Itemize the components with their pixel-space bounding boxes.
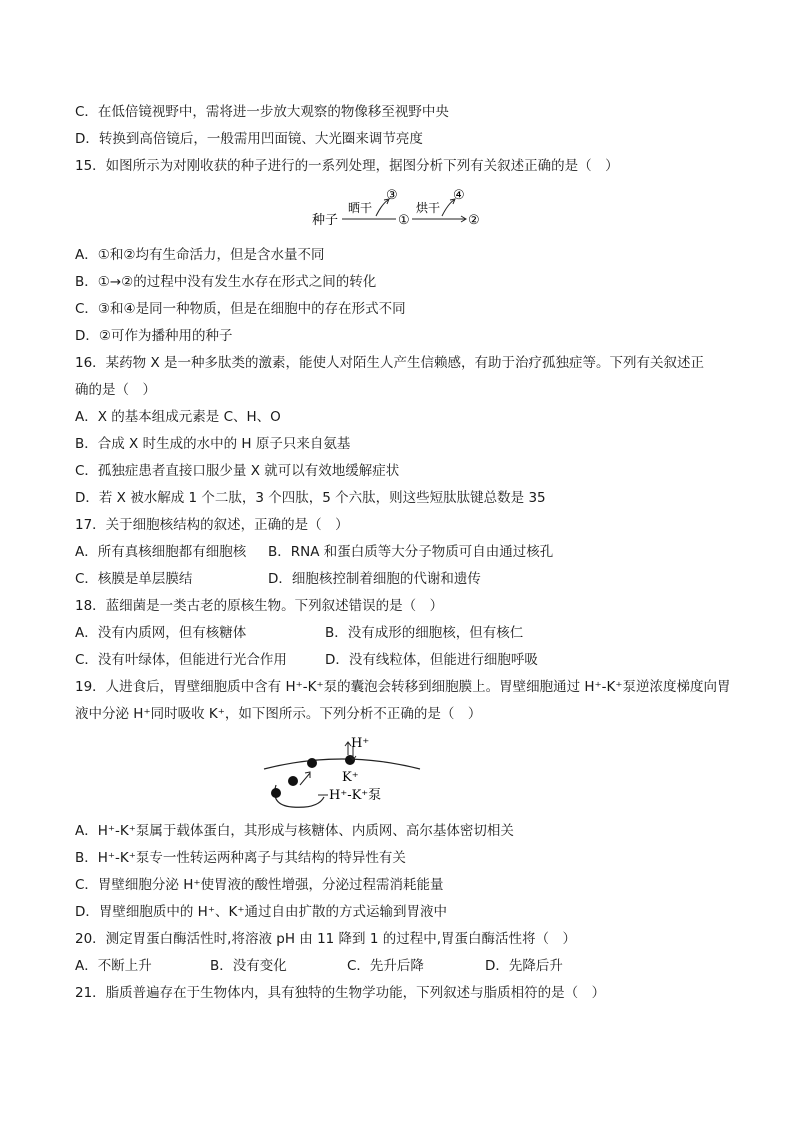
q15-option-a: A．①和②均有生命活力，但是含水量不同 (75, 247, 325, 263)
proton-pump-diagram (262, 733, 422, 815)
q18-option-a: A．没有内质网，但有核糖体 (75, 625, 247, 641)
q18-option-d: D．没有线粒体，但能进行细胞呼吸 (325, 652, 538, 668)
vesicle-pump-dot-1 (271, 788, 281, 798)
diagram-end-label: ② (468, 213, 480, 228)
q16-stem-line2: 确的是（ ） (75, 382, 156, 398)
q19-stem-line2: 液中分泌 H⁺同时吸收 K⁺，如下图所示。下列分析不正确的是（ ） (75, 706, 482, 722)
q17-option-b: B．RNA 和蛋白质等大分子物质可自由通过核孔 (268, 544, 554, 560)
q18-stem: 18．蓝细菌是一类古老的原核生物。下列叙述错误的是（ ） (75, 598, 444, 614)
q16-option-b: B．合成 X 时生成的水中的 H 原子只来自氨基 (75, 436, 351, 452)
q20-option-d: D．先降后升 (485, 958, 563, 974)
q20-options-row (75, 957, 735, 975)
vesicle-pump-dot-2 (288, 776, 298, 786)
q16-option-c: C．孤独症患者直接口服少量 X 就可以有效地缓解症状 (75, 463, 400, 479)
q15-stem: 15．如图所示为对刚收获的种子进行的一系列处理，据图分析下列有关叙述正确的是（ ） (75, 158, 619, 174)
diagram-seed-label: 种子 (312, 213, 339, 228)
h-ion-label: H⁺ (351, 736, 370, 751)
seed-processing-diagram (310, 186, 500, 234)
q20-option-a: A．不断上升 (75, 958, 152, 974)
q18-option-c: C．没有叶绿体，但能进行光合作用 (75, 652, 287, 668)
q15-option-b: B．①→②的过程中没有发生水存在形式之间的转化 (75, 274, 377, 290)
q14-option-c: C．在低倍镜视野中，需将进一步放大观察的物像移至视野中央 (75, 104, 449, 120)
q17-options-row2 (75, 570, 735, 588)
q15-option-c: C．③和④是同一种物质，但是在细胞中的存在形式不同 (75, 301, 406, 317)
diagram-out1-label: ③ (386, 188, 398, 203)
fusion-arrow (300, 773, 310, 785)
diagram-step2-label: 烘干 (416, 201, 441, 215)
diagram-out2-label: ④ (453, 188, 465, 203)
q16-option-d: D．若 X 被水解成 1 个二肽，3 个四肽，5 个六肽，则这些短肽肽键总数是 35 (75, 490, 546, 506)
q17-option-a: A．所有真核细胞都有细胞核 (75, 544, 247, 560)
diagram-step1-label: 晒干 (348, 201, 373, 215)
q17-option-c: C．核膜是单层膜结 (75, 571, 193, 587)
q20-option-b: B．没有变化 (210, 958, 287, 974)
q19-option-a: A．H⁺-K⁺泵属于载体蛋白，其形成与核糖体、内质网、高尔基体密切相关 (75, 823, 514, 839)
q18-options-row1 (75, 624, 735, 642)
q20-stem: 20．测定胃蛋白酶活性时,将溶液 pH 由 11 降到 1 的过程中,胃蛋白酶活性将（ ） (75, 931, 576, 947)
pump-label: H⁺-K⁺泵 (329, 788, 382, 803)
q17-option-d: D．细胞核控制着细胞的代谢和遗传 (268, 571, 481, 587)
q16-stem-line1: 16．某药物 X 是一种多肽类的激素，能使人对陌生人产生信赖感，有助于治疗孤独症等。下列有关叙述正 (75, 355, 705, 371)
q15-option-d: D．②可作为播种用的种子 (75, 328, 233, 344)
q14-option-d: D．转换到高倍镜后，一般需用凹面镜、大光圈来调节亮度 (75, 131, 423, 147)
q18-options-row2 (75, 651, 735, 669)
q19-stem-line1: 19．人进食后，胃壁细胞质中含有 H⁺-K⁺泵的囊泡会转移到细胞膜上。胃壁细胞通过 H⁺-K⁺泵逆浓度梯度向胃 (75, 679, 731, 695)
k-ion-label: K⁺ (342, 770, 359, 785)
q17-options-row1 (75, 543, 735, 561)
q16-option-a: A．X 的基本组成元素是 C、H、O (75, 409, 281, 425)
diagram-mid-label: ① (398, 213, 410, 228)
q21-stem: 21．脂质普遍存在于生物体内，具有独特的生物学功能，下列叙述与脂质相符的是（ ） (75, 985, 606, 1001)
q19-option-d: D．胃壁细胞质中的 H⁺、K⁺通过自由扩散的方式运输到胃液中 (75, 904, 447, 920)
vesicle-pump-dot-3 (307, 758, 317, 768)
q17-stem: 17．关于细胞核结构的叙述，正确的是（ ） (75, 517, 349, 533)
q20-option-c: C．先升后降 (347, 958, 424, 974)
q19-option-c: C．胃壁细胞分泌 H⁺使胃液的酸性增强，分泌过程需消耗能量 (75, 877, 444, 893)
vesicle-outline (275, 785, 324, 807)
q18-option-b: B．没有成形的细胞核，但有核仁 (325, 625, 524, 641)
cell-membrane-line (264, 759, 420, 769)
q19-option-b: B．H⁺-K⁺泵专一性转运两种离子与其结构的特异性有关 (75, 850, 406, 866)
